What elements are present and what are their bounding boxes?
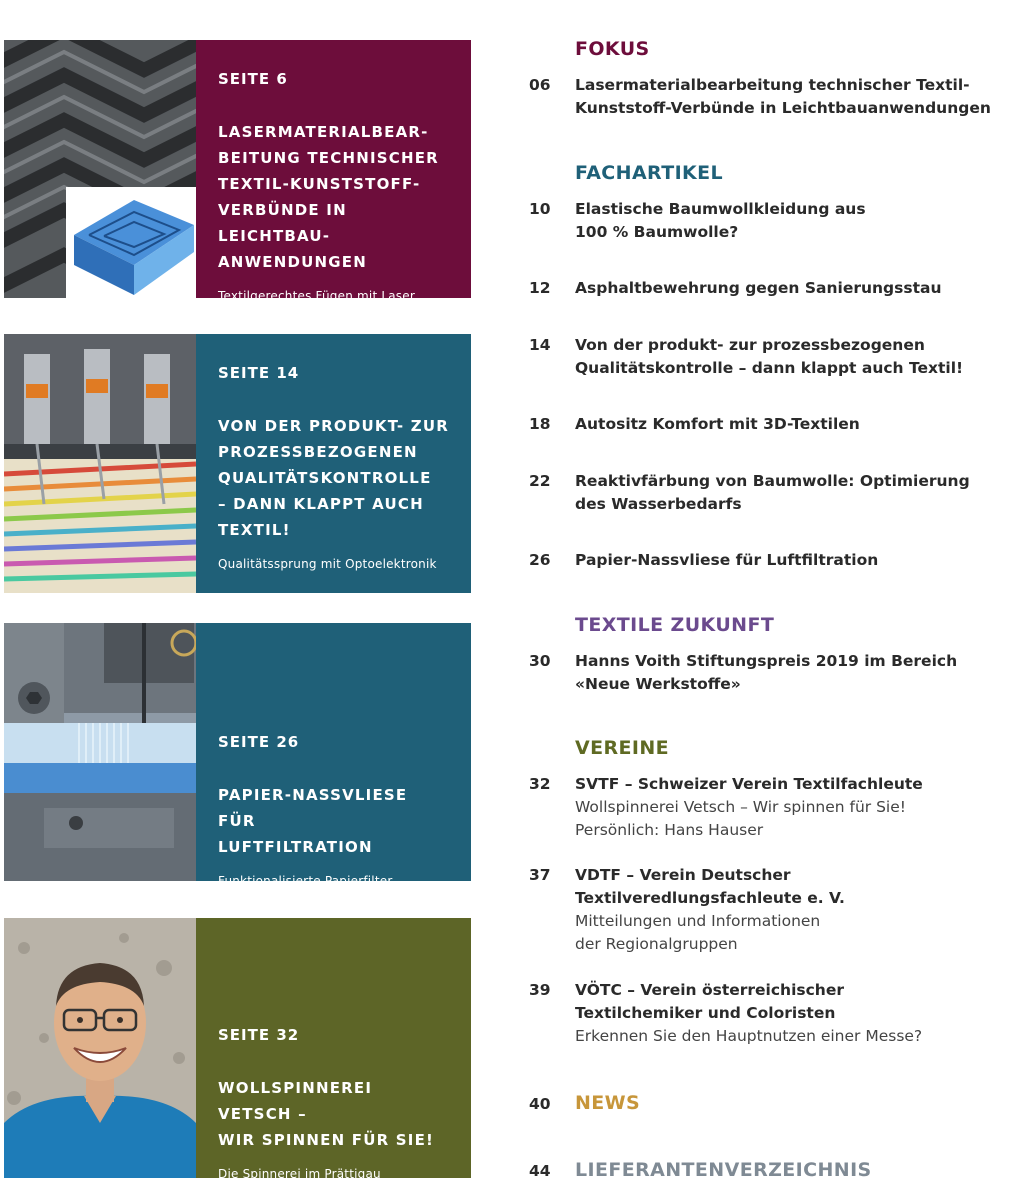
section-heading-fachartikel: FACHARTIKEL <box>575 162 724 184</box>
toc-title: Reaktivfärbung von Baumwolle: Optimierung <box>575 472 970 490</box>
toc-entry[interactable] <box>529 979 1009 1048</box>
toc-page-number: 10 <box>529 200 551 218</box>
headline-line: VERBÜNDE IN LEICHTBAU- <box>218 201 347 245</box>
toc-entry[interactable] <box>529 198 1009 244</box>
toc-entry[interactable] <box>529 549 1009 572</box>
headline-line: ANWENDUNGEN <box>218 253 368 271</box>
feature-headline <box>218 782 449 860</box>
toc-title: Asphaltbewehrung gegen Sanierungsstau <box>575 279 942 297</box>
feature-wollspinnerei[interactable] <box>4 918 471 1181</box>
feature-panel <box>196 623 471 888</box>
feature-panel <box>196 334 471 593</box>
toc-description: Erkennen Sie den Hauptnutzen einer Messe? <box>575 1027 923 1045</box>
toc-title: VDTF – Verein Deutscher <box>575 866 791 884</box>
toc-title: «Neue Werkstoffe» <box>575 675 741 693</box>
section-heading-fokus: FOKUS <box>575 38 650 60</box>
headline-line: – DANN KLAPPT AUCH <box>218 495 424 513</box>
headline-line: PAPIER-NASSVLIESE FÜR <box>218 786 408 830</box>
toc-entry[interactable] <box>529 277 1009 300</box>
toc-title: Qualitätskontrolle – dann klappt auch Textil! <box>575 359 964 377</box>
feature-headline <box>218 413 449 543</box>
section-heading-news: NEWS <box>575 1092 641 1114</box>
toc-title: Textilveredlungsfachleute e. V. <box>575 889 845 907</box>
headline-line: PROZESSBEZOGENEN <box>218 443 418 461</box>
toc-entry[interactable] <box>529 334 1009 380</box>
headline-line: LASERMATERIALBEAR- <box>218 123 429 141</box>
toc-entry[interactable] <box>529 470 1009 516</box>
toc-page-number: 30 <box>529 652 551 670</box>
toc-title: Textilchemiker und Coloristen <box>575 1004 836 1022</box>
toc-description: Wollspinnerei Vetsch – Wir spinnen für Sie! <box>575 798 906 816</box>
toc-entry[interactable] <box>529 413 1009 436</box>
toc-description: Persönlich: Hans Hauser <box>575 821 764 839</box>
headline-line: WIR SPINNEN FÜR SIE! <box>218 1131 435 1149</box>
toc-entry[interactable] <box>529 773 1009 842</box>
toc-title: Hanns Voith Stiftungspreis 2019 im Bereich <box>575 652 958 670</box>
toc-entry-news[interactable] <box>529 1092 640 1114</box>
section-heading-lieferanten: LIEFERANTENVERZEICHNIS <box>575 1159 872 1181</box>
feature-laser[interactable] <box>4 40 471 303</box>
toc-entry-lieferanten[interactable] <box>529 1159 872 1181</box>
filter-machine-photo <box>4 623 196 881</box>
headline-line: TEXTIL-KUNSTSTOFF- <box>218 175 421 193</box>
headline-line: QUALITÄTSKONTROLLE <box>218 469 432 487</box>
toc-title: Elastische Baumwollkleidung aus <box>575 200 866 218</box>
headline-line: BEITUNG TECHNISCHER <box>218 149 439 167</box>
toc-title: Kunststoff-Verbünde in Leichtbauanwendungen <box>575 99 991 117</box>
headline-line: WOLLSPINNEREI VETSCH – <box>218 1079 373 1123</box>
feature-subtitle: Textilgerechtes Fügen mit Laser <box>218 289 415 303</box>
toc-description: Mitteilungen und Informationen <box>575 912 821 930</box>
feature-headline <box>218 1075 449 1153</box>
feature-page: SEITE 32 <box>218 1026 300 1044</box>
toc-page-number: 12 <box>529 279 551 297</box>
toc-title: des Wasserbedarfs <box>575 495 742 513</box>
toc-page-number: 40 <box>529 1095 551 1113</box>
feature-page: SEITE 6 <box>218 70 288 88</box>
headline-line: VON DER PRODUKT- ZUR <box>218 417 449 435</box>
toc-page-number: 26 <box>529 551 551 569</box>
toc-entry[interactable] <box>529 650 1009 696</box>
toc-entry[interactable] <box>529 74 1009 120</box>
toc-page-number: 06 <box>529 76 551 94</box>
toc-title: 100 % Baumwolle? <box>575 223 739 241</box>
feature-qualitaet[interactable] <box>4 334 471 593</box>
feature-nassvliese[interactable] <box>4 623 471 888</box>
loom-photo <box>4 334 196 593</box>
toc-page-number: 44 <box>529 1162 551 1180</box>
feature-subtitle: Die Spinnerei im Prättigau <box>218 1167 381 1181</box>
headline-line: LUFTFILTRATION <box>218 838 373 856</box>
headline-line: TEXTIL! <box>218 521 291 539</box>
toc-page-number: 18 <box>529 415 551 433</box>
toc-page-number: 37 <box>529 866 551 884</box>
toc-title: SVTF – Schweizer Verein Textilfachleute <box>575 775 923 793</box>
portrait-photo <box>4 918 196 1178</box>
toc-title: VÖTC – Verein österreichischer <box>575 981 845 999</box>
toc-title: Lasermaterialbearbeitung technischer Textil- <box>575 76 970 94</box>
toc-page-number: 22 <box>529 472 551 490</box>
toc-title: Papier-Nassvliese für Luftfiltration <box>575 551 879 569</box>
toc-page-number: 14 <box>529 336 551 354</box>
feature-subtitle: Funktionalisierte Papierfilter <box>218 874 393 888</box>
feature-headline <box>218 119 449 275</box>
feature-page: SEITE 26 <box>218 733 300 751</box>
toc-description: der Regionalgruppen <box>575 935 738 953</box>
toc-page-number: 39 <box>529 981 551 999</box>
laser-photo <box>4 40 196 298</box>
toc-title: Autositz Komfort mit 3D-Textilen <box>575 415 860 433</box>
toc-entry[interactable] <box>529 864 1009 956</box>
section-heading-vereine: VEREINE <box>575 737 670 759</box>
feature-panel <box>196 40 471 303</box>
toc-page-number: 32 <box>529 775 551 793</box>
feature-page: SEITE 14 <box>218 364 300 382</box>
feature-panel <box>196 918 471 1181</box>
feature-subtitle: Qualitätssprung mit Optoelektronik <box>218 557 437 571</box>
section-heading-zukunft: TEXTILE ZUKUNFT <box>575 614 775 636</box>
toc-title: Von der produkt- zur prozessbezogenen <box>575 336 925 354</box>
